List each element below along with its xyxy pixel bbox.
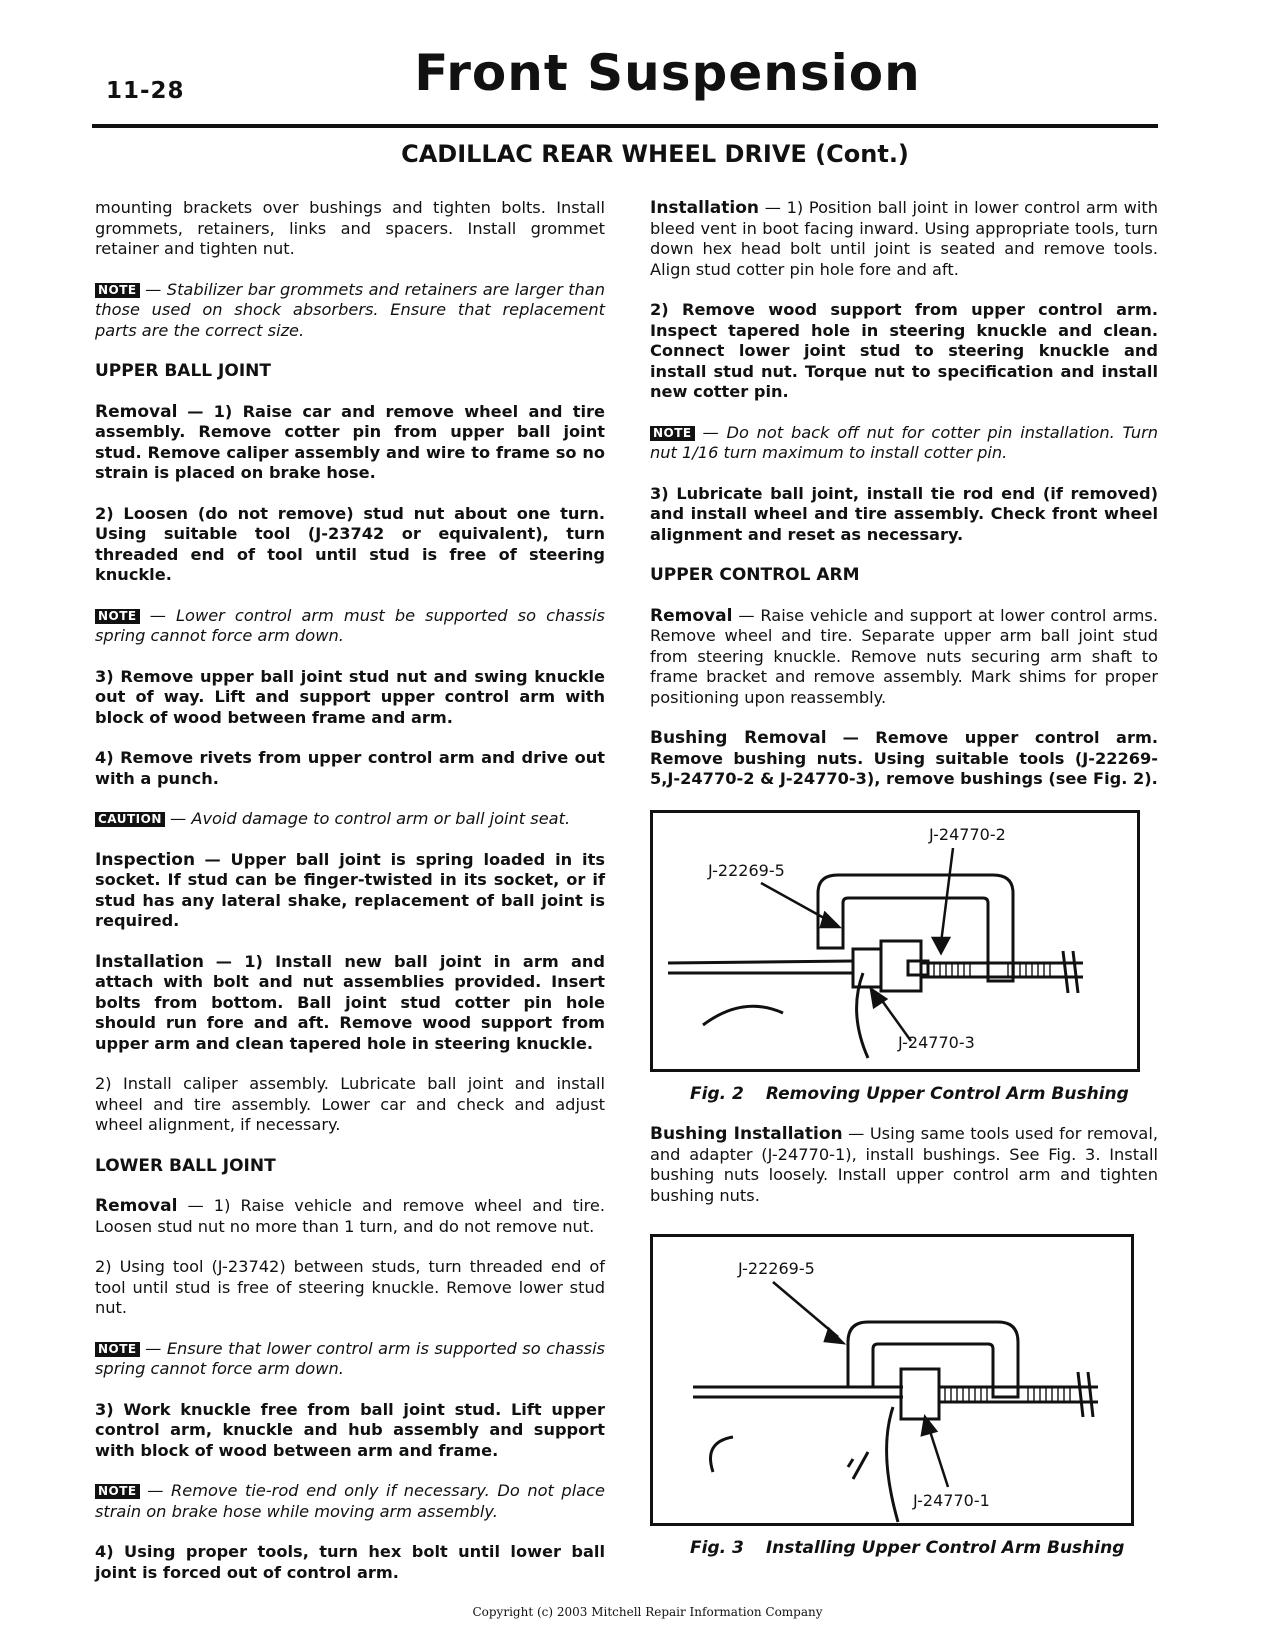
paragraph: 2) Loosen (do not remove) stud nut about one turn. Using suitable tool (J-23742 or equivalent), turn threaded end of tool until stud is free of steering knuckle. — [95, 503, 605, 584]
note: NOTE — Do not back off nut for cotter pin installation. Turn nut 1/16 turn maximum to install cotter pin. — [650, 422, 1158, 462]
right-column — [650, 198, 1158, 1579]
paragraph: Installation — 1) Position ball joint in lower control arm with bleed vent in boot facing inward. Using appropriate tools, turn down hex head bolt until joint is seated and remove tools. Align stud cotter pin hole fore and aft. — [650, 198, 1158, 279]
note: NOTE — Remove tie-rod end only if necessary. Do not place strain on brake hose while moving arm assembly. — [95, 1481, 605, 1521]
section-heading: UPPER BALL JOINT — [95, 361, 271, 381]
paragraph: Removal — 1) Raise car and remove wheel and tire assembly. Remove cotter pin from upper ball joint stud. Remove caliper assembly and wire to frame so no strain is placed on brake hose. — [95, 401, 605, 482]
paragraph: mounting brackets over bushings and tighten bolts. Install grommets, retainers, links and spacers. Install grommet retainer and tighten nut. — [95, 198, 605, 258]
note-badge: NOTE — [95, 283, 140, 298]
copyright-footer: Copyright (c) 2003 Mitchell Repair Information Company — [472, 1605, 823, 1619]
caution-badge: CAUTION — [95, 812, 165, 827]
fig3-label-j22269-5: J-22269-5 — [738, 1259, 815, 1278]
figure-3-caption: Fig. 3 Installing Upper Control Arm Bushing — [690, 1538, 1125, 1558]
figure-3-illustration — [653, 1237, 1131, 1523]
section-heading: LOWER BALL JOINT — [95, 1155, 276, 1176]
page-number: 11-28 — [106, 78, 185, 104]
paragraph: Removal — 1) Raise vehicle and remove wheel and tire. Loosen stud nut no more than 1 turn, and do not remove nut. — [95, 1196, 605, 1236]
fig2-label-j24770-3: J-24770-3 — [898, 1032, 975, 1052]
note: NOTE — Ensure that lower control arm is supported so chassis spring cannot force arm down. — [95, 1338, 605, 1378]
page-title: Front Suspension — [414, 44, 921, 102]
section-heading: UPPER CONTROL ARM — [650, 565, 860, 585]
paragraph: Removal — Raise vehicle and support at lower control arms. Remove wheel and tire. Separate upper arm ball joint stud from steering knuckle. Remove nuts securing arm shaft to frame bracket and remove assembly. Mark shims for proper positioning upon reassembly. — [650, 605, 1158, 707]
note-badge: NOTE — [95, 1484, 140, 1499]
paragraph: Bushing Installation — Using same tools used for removal, and adapter (J-24770-1), install bushings. See Fig. 3. Install bushing nuts loosely. Install upper control arm and tighten bushing nuts. — [650, 1124, 1158, 1205]
caution: CAUTION — Avoid damage to control arm or ball joint seat. — [95, 809, 605, 830]
note-badge: NOTE — [95, 609, 140, 624]
paragraph: 3) Lubricate ball joint, install tie rod end (if removed) and install wheel and tire assembly. Check front wheel alignment and reset as necessary. — [650, 483, 1158, 544]
note-badge: NOTE — [650, 426, 695, 441]
figure-2-caption: Fig. 2 Removing Upper Control Arm Bushing — [690, 1083, 1129, 1104]
figure-3 — [650, 1234, 1134, 1526]
fig3-label-j24770-1: J-24770-1 — [913, 1491, 990, 1510]
fig2-label-j24770-2: J-24770-2 — [929, 824, 1006, 844]
paragraph: Inspection — Upper ball joint is spring loaded in its socket. If stud can be finger-twisted in its socket, or if stud has any lateral shake, replacement of ball joint is required. — [95, 849, 605, 930]
paragraph: 3) Remove upper ball joint stud nut and swing knuckle out of way. Lift and support upper control arm with block of wood between frame and arm. — [95, 666, 605, 727]
note: NOTE — Lower control arm must be supported so chassis spring cannot force arm down. — [95, 605, 605, 645]
figure-2-illustration — [653, 813, 1137, 1069]
fig2-label-j22269-5: J-22269-5 — [708, 860, 785, 880]
paragraph: Bushing Removal — Remove upper control arm. Remove bushing nuts. Using suitable tools (J-22269-5,J-24770-2 & J-24770-3), remove bushings (see Fig. 2). — [650, 728, 1158, 788]
paragraph: 4) Using proper tools, turn hex bolt until lower ball joint is forced out of control arm. — [95, 1542, 605, 1582]
paragraph: Installation — 1) Install new ball joint in arm and attach with bolt and nut assemblies provided. Insert bolts from bottom. Ball joint stud cotter pin hole should run fore and aft. Remove wood support from upper arm and clean tapered hole in steering knuckle. — [95, 951, 605, 1053]
paragraph: 2) Remove wood support from upper control arm. Inspect tapered hole in steering knuckle and clean. Connect lower joint stud to steering knuckle and install stud nut. Torque nut to specification and install new cotter pin. — [650, 300, 1158, 401]
header-rule — [92, 124, 1158, 128]
left-column — [95, 198, 605, 1603]
figure-2 — [650, 810, 1140, 1072]
section-subtitle: CADILLAC REAR WHEEL DRIVE (Cont.) — [401, 140, 909, 168]
paragraph: 2) Install caliper assembly. Lubricate ball joint and install wheel and tire assembly. Lower car and check and adjust wheel alignment, if necessary. — [95, 1074, 605, 1134]
paragraph: 4) Remove rivets from upper control arm and drive out with a punch. — [95, 748, 605, 788]
paragraph: 2) Using tool (J-23742) between studs, turn threaded end of tool until stud is free of steering knuckle. Remove lower stud nut. — [95, 1257, 605, 1317]
note: NOTE — Stabilizer bar grommets and retainers are larger than those used on shock absorbers. Ensure that replacement parts are the correct size. — [95, 279, 605, 340]
note-badge: NOTE — [95, 1342, 140, 1357]
paragraph: 3) Work knuckle free from ball joint stud. Lift upper control arm, knuckle and hub assembly and support with block of wood between arm and frame. — [95, 1399, 605, 1460]
